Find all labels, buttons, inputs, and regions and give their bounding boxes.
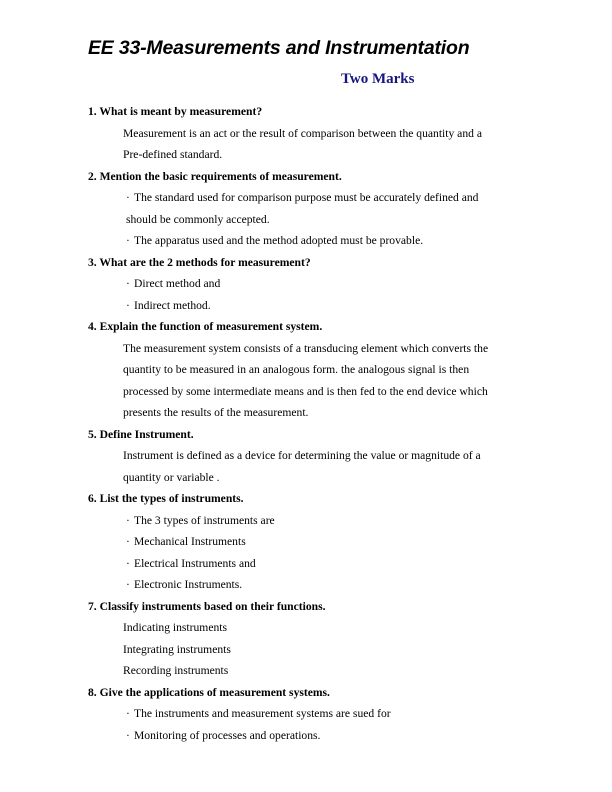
bullet-list-item	[126, 273, 612, 295]
bullet-text: Monitoring of processes and operations.	[134, 728, 321, 742]
question-heading: 7. Classify instruments based on their functions.	[88, 599, 326, 613]
question-heading: 5. Define Instrument.	[88, 427, 194, 441]
section-1	[0, 101, 612, 166]
answer-line: quantity to be measured in an analogous form. the analogous signal is then	[123, 363, 470, 376]
question-heading: 6. List the types of instruments.	[88, 492, 244, 505]
bullet-list-item	[126, 574, 612, 596]
question-heading: 4. Explain the function of measurement system.	[88, 320, 323, 333]
bullet-text: The 3 types of instruments are	[134, 513, 275, 527]
bullet-text: Direct method and	[134, 277, 221, 290]
bullet-text: Mechanical Instruments	[134, 535, 246, 548]
bullet-dot-icon: ·	[126, 298, 130, 312]
bullet-text: Electronic Instruments.	[134, 578, 243, 591]
question-heading: 1. What is meant by measurement?	[88, 105, 263, 118]
answer-line: quantity or variable .	[123, 470, 220, 484]
bullet-dot-icon: ·	[126, 234, 130, 247]
answer-line: Measurement is an act or the result of comparison between the quantity and a	[123, 126, 482, 140]
bullet-text: The instruments and measurement systems are sued for	[134, 707, 391, 720]
bullet-list-item	[126, 553, 612, 575]
question-heading: 3. What are the 2 methods for measurement?	[88, 255, 311, 269]
bullet-list-item	[126, 703, 612, 725]
bullet-dot-icon: ·	[126, 513, 130, 527]
bullet-list-item	[126, 510, 612, 532]
bullet-dot-icon: ·	[126, 191, 130, 204]
answer-line: Instrument is defined as a device for determining the value or magnitude of a	[123, 449, 481, 462]
bullet-dot-icon: ·	[126, 578, 130, 591]
question-heading: 2. Mention the basic requirements of measurement.	[88, 169, 342, 183]
section-4	[0, 316, 612, 424]
bullet-text: Electrical Instruments and	[134, 556, 256, 570]
section-6	[0, 488, 612, 596]
section-7	[0, 596, 612, 682]
list-item: Integrating instruments	[123, 642, 231, 656]
bullet-list-item	[126, 531, 612, 553]
page-subtitle: Two Marks	[341, 71, 415, 87]
bullet-dot-icon: ·	[126, 728, 130, 742]
bullet-text: Indirect method.	[134, 298, 211, 312]
bullet-list-item	[126, 187, 612, 209]
answer-block	[123, 445, 508, 488]
answer-line: processed by some intermediate means and is then fed to the end device which	[123, 384, 488, 398]
bullet-dot-icon: ·	[126, 707, 130, 720]
bullet-text: The apparatus used and the method adopted must be provable.	[134, 234, 424, 247]
bullet-list-item	[126, 230, 612, 252]
page-title: EE 33-Measurements and Instrumentation	[88, 37, 470, 59]
bullet-dot-icon: ·	[126, 556, 130, 570]
section-3	[0, 252, 612, 317]
bullet-list-item	[126, 295, 612, 317]
section-8	[0, 682, 612, 747]
section-2	[0, 166, 612, 252]
question-heading: 8. Give the applications of measurement systems.	[88, 685, 330, 699]
section-5	[0, 424, 612, 489]
list-item: Indicating instruments	[123, 621, 228, 634]
answer-line: presents the results of the measurement.	[123, 406, 309, 419]
answer-line: The measurement system consists of a transducing element which converts the	[123, 341, 489, 355]
answer-line: Pre-defined standard.	[123, 148, 223, 161]
bullet-dot-icon: ·	[126, 277, 130, 290]
answer-block	[123, 338, 508, 424]
answer-block	[123, 123, 508, 166]
document-body	[0, 101, 612, 746]
list-item: Recording instruments	[123, 664, 229, 677]
bullet-list-item	[126, 725, 612, 747]
bullet-text: The standard used for comparison purpose must be accurately defined and	[134, 191, 479, 204]
bullet-continuation-line: should be commonly accepted.	[126, 212, 270, 226]
bullet-dot-icon: ·	[126, 535, 130, 548]
